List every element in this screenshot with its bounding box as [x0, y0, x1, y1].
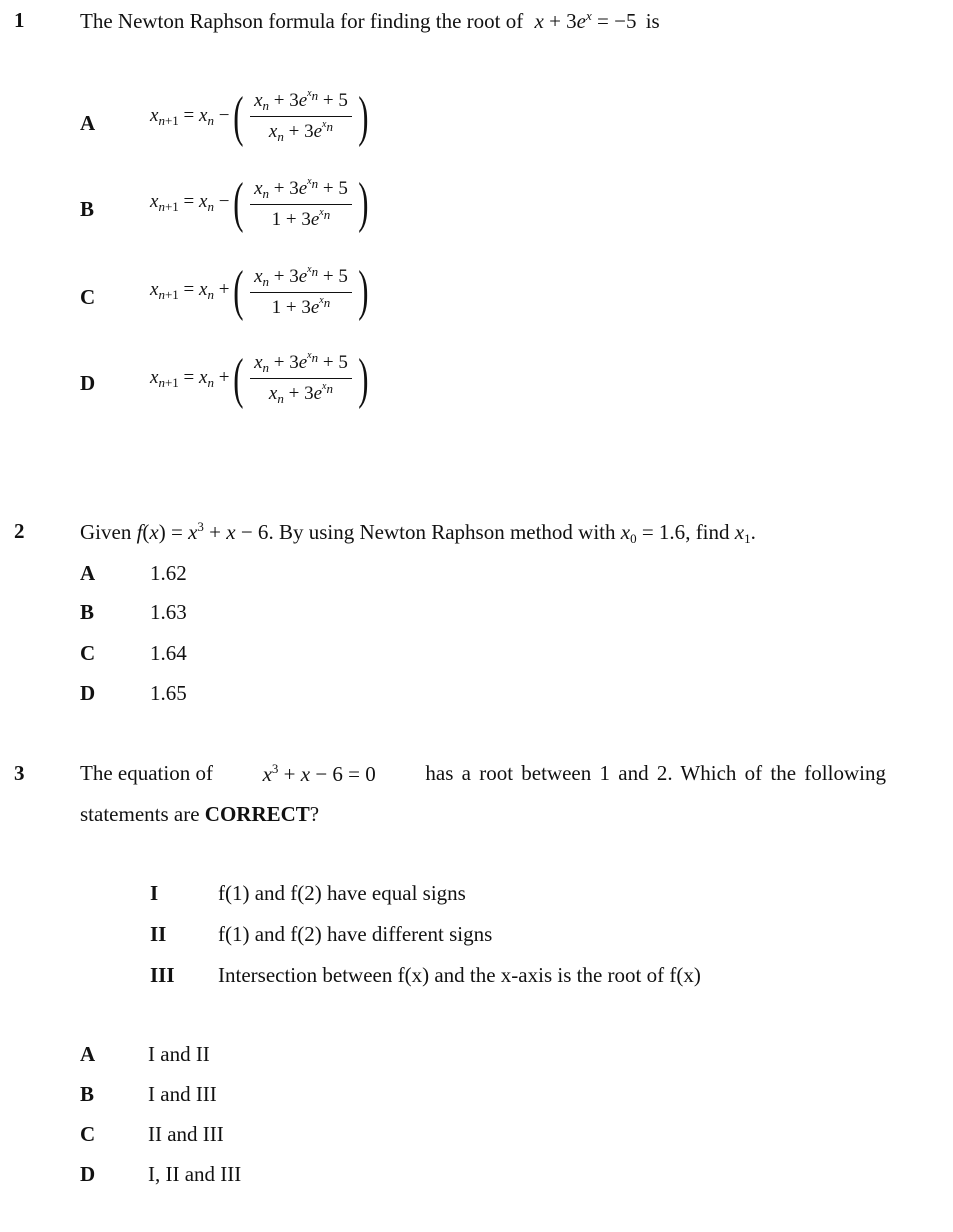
- question-2-given: Given: [80, 520, 132, 544]
- statement-ii-text: f(1) and f(2) have different signs: [218, 922, 493, 946]
- question-1-text-after: is: [645, 9, 660, 33]
- q1-option-c-sign: +: [218, 279, 230, 300]
- q2-option-c-value[interactable]: 1.64: [150, 641, 187, 665]
- question-3-line-2-before: statements are: [80, 802, 200, 826]
- question-1-text: [80, 8, 660, 34]
- q1-option-b-sign: −: [218, 191, 230, 212]
- statement-iii-label: III: [150, 963, 175, 987]
- question-3-line-1: [80, 761, 886, 787]
- question-number-3: 3: [14, 761, 25, 785]
- q1-option-b-fraction: $\frac{x_n + 3e^{x_n} + 5}{1 + 3e^{x_n}}$: [250, 176, 352, 231]
- question-2-initial: $x_0 = 1.6$: [620, 520, 686, 546]
- q1-option-d-fraction: $\frac{x_n + 3e^{x_n} + 5}{x_n + 3e^{x_n}}$: [250, 350, 352, 407]
- q2-option-d-value[interactable]: 1.65: [150, 681, 187, 705]
- q1-option-c-formula[interactable]: $x_{n+1} = x_n$ + ( $\frac{x_n + 3e^{x_n} + 5}{1 + 3e^{x_n}}$ ): [150, 260, 369, 322]
- q1-option-b-letter[interactable]: B: [80, 197, 95, 221]
- q1-option-c-letter[interactable]: C: [80, 285, 96, 309]
- q2-option-b-value[interactable]: 1.63: [150, 600, 187, 624]
- question-3-equation: $x^3 + x - 6 = 0$: [262, 761, 376, 786]
- question-2-middle: . By using Newton Raphson method with: [268, 520, 616, 544]
- q3-option-d-value[interactable]: I, II and III: [148, 1162, 242, 1186]
- statement-ii-label: II: [150, 922, 167, 946]
- q1-option-a-letter[interactable]: A: [80, 111, 96, 135]
- q1-option-a-sign: −: [218, 104, 230, 126]
- q1-option-d-letter[interactable]: D: [80, 371, 96, 395]
- statement-iii-text: Intersection between f(x) and the x-axis is the root of f(x): [218, 963, 701, 987]
- q3-option-c-letter[interactable]: C: [80, 1122, 96, 1146]
- statement-i-text: f(1) and f(2) have equal signs: [218, 881, 466, 905]
- q3-option-b-value[interactable]: I and III: [148, 1082, 217, 1106]
- question-3-line-1-before: The equation of: [80, 761, 213, 785]
- q3-option-a-value[interactable]: I and II: [148, 1042, 210, 1066]
- q1-option-d-formula[interactable]: $x_{n+1} = x_n$ + ( $\frac{x_n + 3e^{x_n} + 5}{x_n + 3e^{x_n}}$ ): [150, 347, 369, 410]
- q2-option-b-letter[interactable]: B: [80, 600, 95, 624]
- question-number-2: 2: [14, 519, 25, 543]
- question-1-equation: $x + 3e^x = -5$: [534, 8, 637, 33]
- statement-i-label: I: [150, 881, 159, 905]
- question-3-line-2: [80, 802, 319, 827]
- q3-option-b-letter[interactable]: B: [80, 1082, 95, 1106]
- q2-option-d-letter[interactable]: D: [80, 681, 96, 705]
- question-number-1: 1: [14, 8, 25, 32]
- q1-option-b-formula[interactable]: $x_{n+1} = x_n$ − ( $\frac{x_n + 3e^{x_n} + 5}{1 + 3e^{x_n}}$ ): [150, 172, 369, 234]
- q2-option-c-letter[interactable]: C: [80, 641, 96, 665]
- question-1-text-before: The Newton Raphson formula for finding the root of: [80, 9, 524, 33]
- q3-option-d-letter[interactable]: D: [80, 1162, 96, 1186]
- question-2-end: , find: [685, 520, 730, 544]
- q1-option-a-fraction: $\frac{x_n + 3e^{x_n} + 5}{x_n + 3e^{x_n}}$: [250, 88, 352, 145]
- q3-option-c-value[interactable]: II and III: [148, 1122, 224, 1146]
- question-3-line-2-bold: CORRECT: [204, 802, 310, 826]
- question-2-function: $f(x) = x^3 + x - 6$: [136, 519, 269, 544]
- q3-option-a-letter[interactable]: A: [80, 1042, 96, 1066]
- q1-option-d-sign: +: [218, 366, 230, 388]
- q2-option-a-letter[interactable]: A: [80, 561, 96, 585]
- q1-option-c-fraction: $\frac{x_n + 3e^{x_n} + 5}{1 + 3e^{x_n}}$: [250, 264, 352, 319]
- question-3-line-2-after: ?: [309, 802, 320, 826]
- question-2-target: $x_1$.: [734, 520, 756, 546]
- q1-option-a-formula[interactable]: $x_{n+1} = x_n$ − ( $\frac{x_n + 3e^{x_n} + 5}{x_n + 3e^{x_n}}$ ): [150, 85, 369, 148]
- q2-option-a-value[interactable]: 1.62: [150, 561, 187, 585]
- question-3-line-1-after: has a root between 1 and 2. Which of the following: [425, 761, 886, 785]
- question-2-text: [80, 519, 756, 547]
